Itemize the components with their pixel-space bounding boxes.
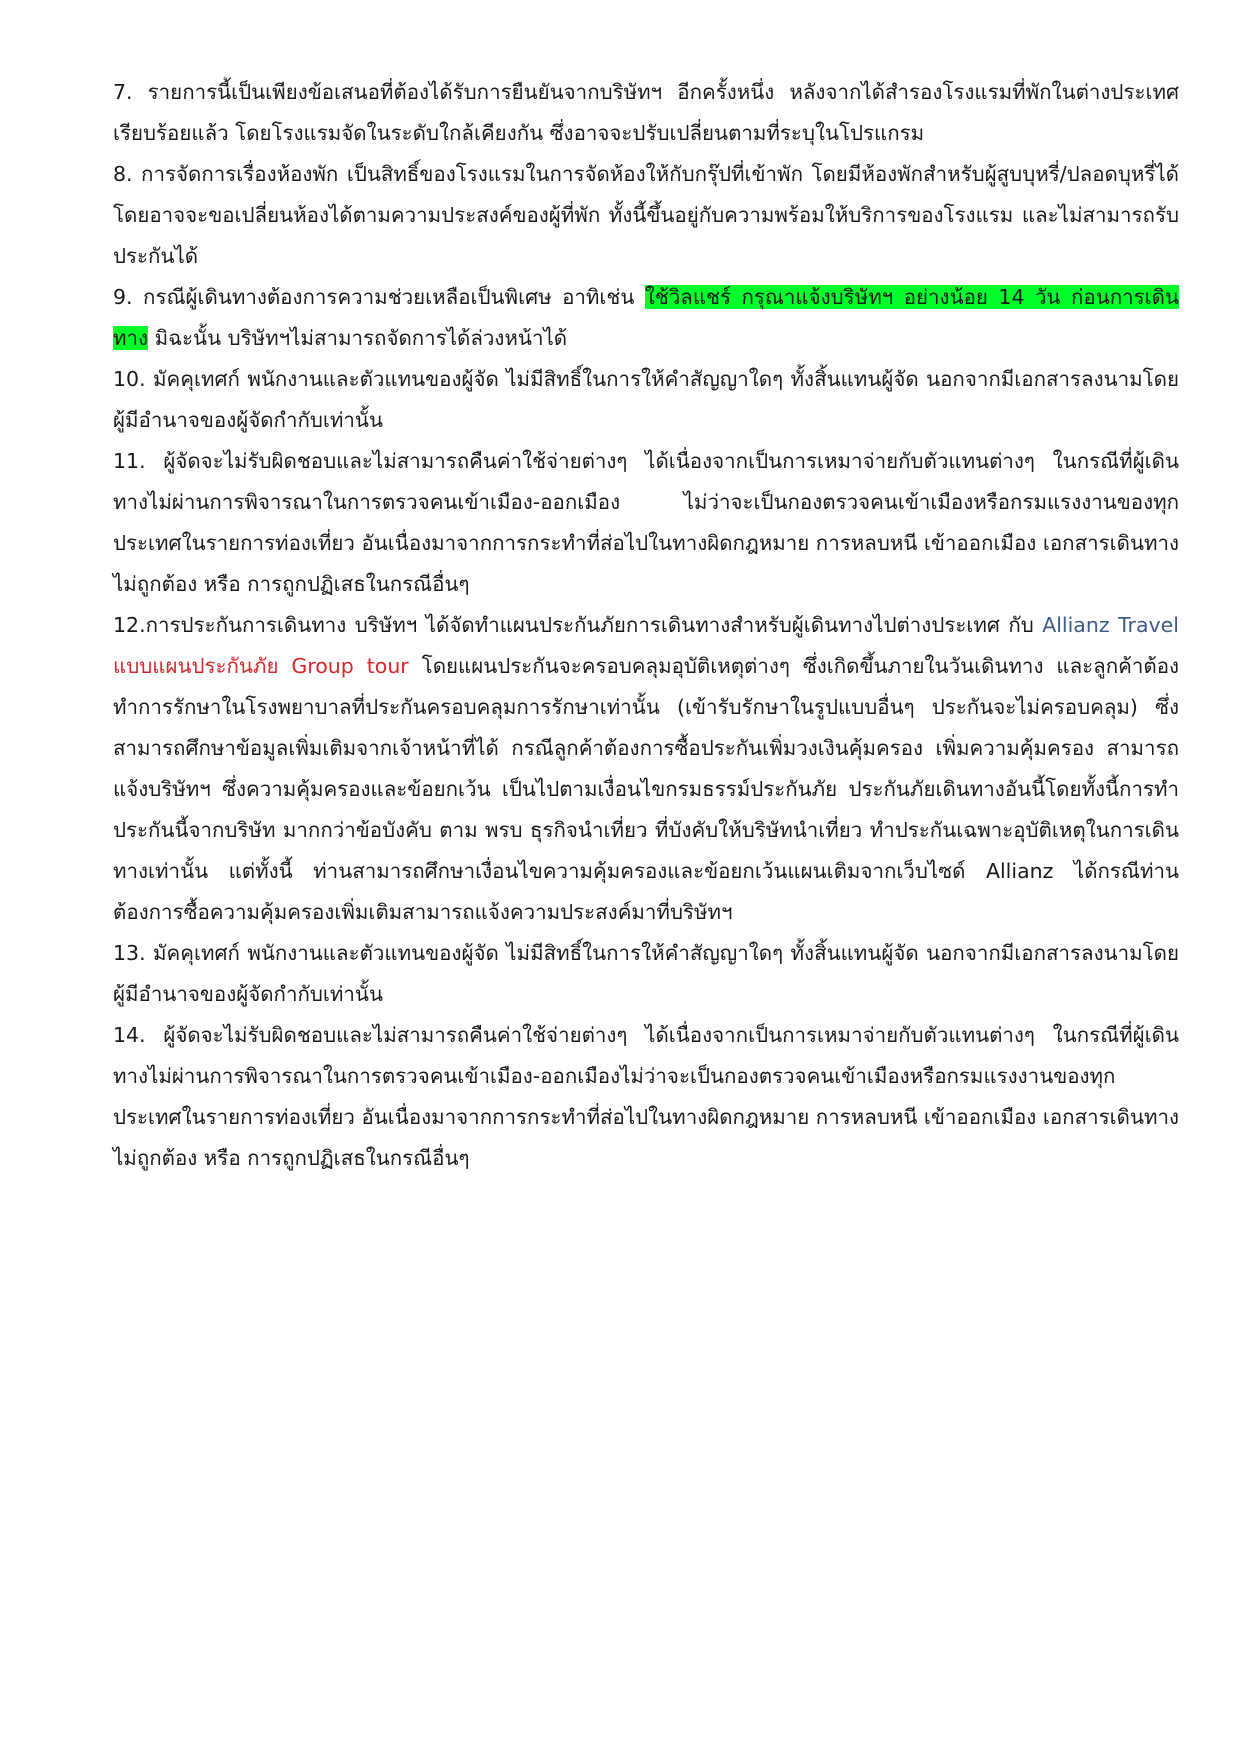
term-item-12-body: โดยแผนประกันจะครอบคลุมอุบัติเหตุต่างๆ ซึ่งเกิดขึ้นภายในวันเดินทาง และลูกค้าต้องทำการรักษาในโรงพยาบาลที่ประกันครอบคลุมการรักษาเท่านั้น (เข้ารับรักษาในรูปแบบอื่นๆ ประกันจะไม่ครอบคลุม) ซึ่งสามารถศึกษาข้อมูลเพิ่มเติมจากเจ้าหน้าที่ได้ กรณีลูกค้าต้องการซื้อประกันเพิ่มวงเงินคุ้มครอง เพิ่มความคุ้มครอง สามารถแจ้งบริษัทฯ ซึ่งความคุ้มครองและข้อยกเว้น เป็นไปตามเงื่อนไขกรมธรรม์ประกันภัย ประกันภัยเดินทางอันนี้โดยทั้งนี้การทำประกันนี้จากบริษัท มากกว่าข้อบังคับ ตาม พรบ ธุรกิจนำเที่ยว ที่บังคับให้บริษัทนำเที่ยว ทำประกันเฉพาะอุบัติเหตุในการเดินทางเท่านั้น แต่ทั้งนี้ ท่านสามารถศึกษาเงื่อนไขความคุ้มครองและข้อยกเว้นแผนเติมจากเว็บไซด์ Allianz ได้กรณีท่านต้องการซื้อความคุ้มครองเพิ่มเติมสามารถแจ้งความประสงค์มาที่บริษัทฯ bbox=[113, 654, 1180, 924]
group-tour-plan-link[interactable]: แบบแผนประกันภัย Group tour bbox=[113, 654, 409, 678]
term-item-7: 7. รายการนี้เป็นเพียงข้อเสนอที่ต้องได้รับการยืนยันจากบริษัทฯ อีกครั้งหนึ่ง หลังจากได้สำรองโรงแรมที่พักในต่างประเทศเรียบร้อยแล้ว โดยโรงแรมจัดในระดับใกล้เคียงกัน ซึ่งอาจจะปรับเปลี่ยนตามที่ระบุในโปรแกรม bbox=[113, 80, 1179, 145]
term-item-13: 13. มัคคุเทศก์ พนักงานและตัวแทนของผู้จัด ไม่มีสิทธิ์ในการให้คำสัญญาใดๆ ทั้งสิ้นแทนผู้จัด นอกจากมีเอกสารลงนามโดยผู้มีอำนาจของผู้จัดกำกับเท่านั้น bbox=[113, 941, 1179, 1006]
term-item-12 bbox=[113, 605, 1179, 933]
term-item-14: 14. ผู้จัดจะไม่รับผิดชอบและไม่สามารถคืนค่าใช้จ่ายต่างๆ ได้เนื่องจากเป็นการเหมาจ่ายกับตัวแทนต่างๆ ในกรณีที่ผู้เดินทางไม่ผ่านการพิจารณาในการตรวจคนเข้าเมือง-ออกเมืองไม่ว่าจะเป็นกองตรวจคนเข้าเมืองหรือกรมแรงงานของทุกประเทศในรายการท่องเที่ยว อันเนื่องมาจากการกระทำที่ส่อไปในทางผิดกฎหมาย การหลบหนี เข้าออกเมือง เอกสารเดินทางไม่ถูกต้อง หรือ การถูกปฏิเสธในกรณีอื่นๆ bbox=[113, 1023, 1179, 1170]
term-item-12-intro: 12.การประกันการเดินทาง บริษัทฯ ได้จัดทำแผนประกันภัยการเดินทางสำหรับผู้เดินทางไปต่างประเทศ กับ bbox=[113, 613, 1043, 637]
wheelchair-notice-highlight: ใช้วิลแชร์ กรุณาแจ้งบริษัทฯ อย่างน้อย 14 วัน ก่อนการเดินทาง bbox=[113, 285, 1179, 350]
terms-document bbox=[113, 72, 1179, 1179]
term-item-9-outro: มิฉะนั้น บริษัทฯไม่สามารถจัดการได้ล่วงหน้าได้ bbox=[148, 326, 568, 350]
term-item-10: 10. มัคคุเทศก์ พนักงานและตัวแทนของผู้จัด ไม่มีสิทธิ์ในการให้คำสัญญาใดๆ ทั้งสิ้นแทนผู้จัด นอกจากมีเอกสารลงนามโดยผู้มีอำนาจของผู้จัดกำกับเท่านั้น bbox=[113, 367, 1179, 432]
term-item-9 bbox=[113, 277, 1179, 359]
term-item-11: 11. ผู้จัดจะไม่รับผิดชอบและไม่สามารถคืนค่าใช้จ่ายต่างๆ ได้เนื่องจากเป็นการเหมาจ่ายกับตัวแทนต่างๆ ในกรณีที่ผู้เดินทางไม่ผ่านการพิจารณาในการตรวจคนเข้าเมือง-ออกเมือง ไม่ว่าจะเป็นกองตรวจคนเข้าเมืองหรือกรมแรงงานของทุกประเทศในรายการท่องเที่ยว อันเนื่องมาจากการกระทำที่ส่อไปในทางผิดกฎหมาย การหลบหนี เข้าออกเมือง เอกสารเดินทางไม่ถูกต้อง หรือ การถูกปฏิเสธในกรณีอื่นๆ bbox=[113, 449, 1179, 596]
allianz-travel-link[interactable]: Allianz Travel bbox=[1042, 613, 1179, 637]
term-item-8: 8. การจัดการเรื่องห้องพัก เป็นสิทธิ์ของโรงแรมในการจัดห้องให้กับกรุ๊ปที่เข้าพัก โดยมีห้องพักสำหรับผู้สูบบุหรี่/ปลอดบุหรี่ได้ โดยอาจจะขอเปลี่ยนห้องได้ตามความประสงค์ของผู้ที่พัก ทั้งนี้ขึ้นอยู่กับความพร้อมให้บริการของโรงแรม และไม่สามารถรับประกันได้ bbox=[113, 162, 1179, 268]
term-item-9-intro: 9. กรณีผู้เดินทางต้องการความช่วยเหลือเป็นพิเศษ อาทิเช่น bbox=[113, 285, 645, 309]
